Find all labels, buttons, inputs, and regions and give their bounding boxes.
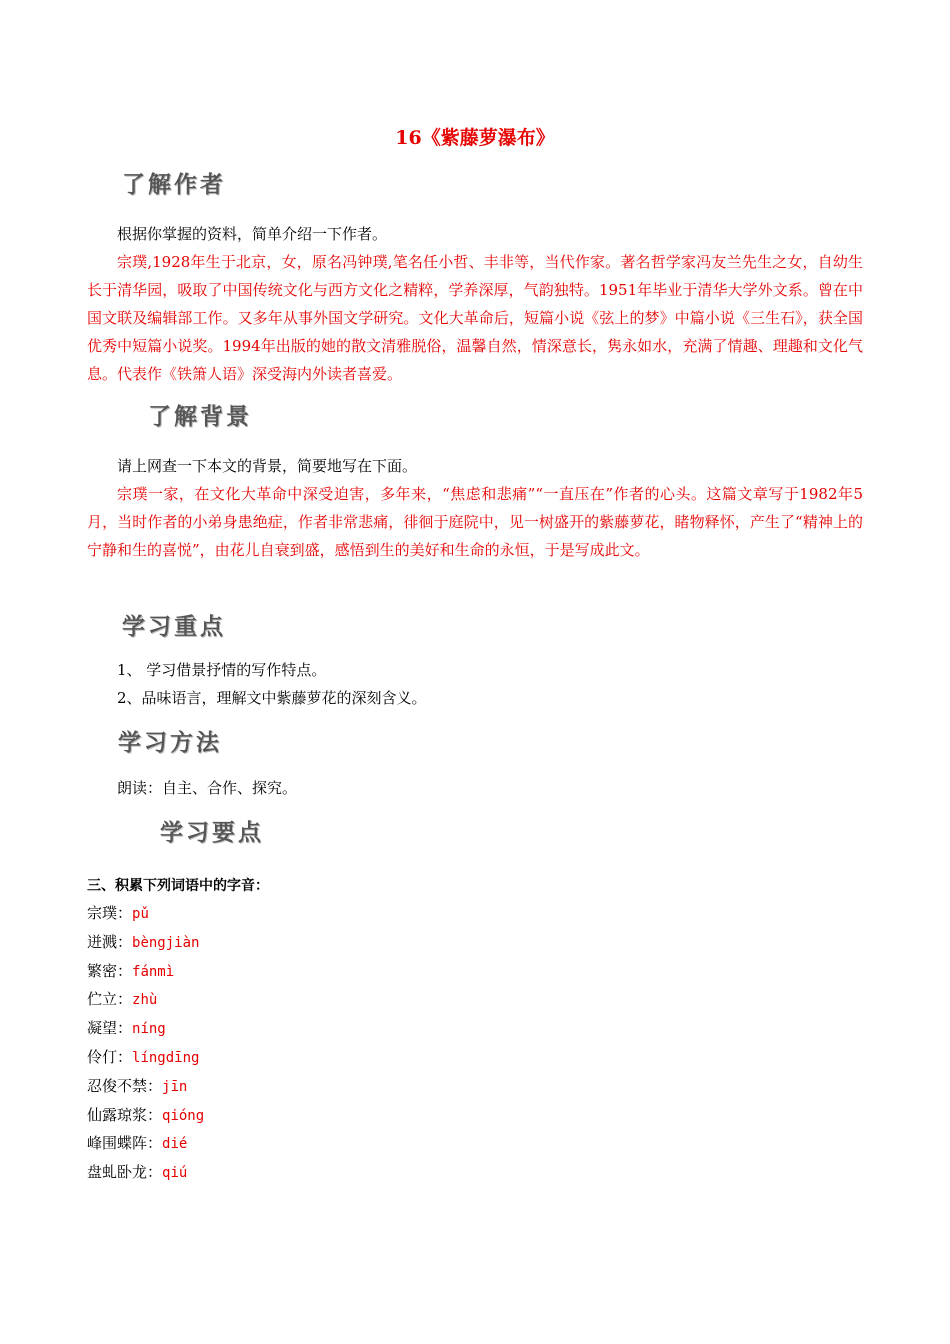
focus-list xyxy=(87,656,863,712)
vocab-pinyin: zhù xyxy=(132,992,158,1009)
vocab-item xyxy=(87,1159,204,1188)
vocab-item xyxy=(87,1102,204,1131)
vocab-pinyin: fánmì xyxy=(132,963,175,980)
vocab-item xyxy=(87,1044,204,1073)
method-text: 朗读：自主、合作、探究。 xyxy=(117,779,298,797)
vocab-pinyin: pǔ xyxy=(132,906,149,922)
section-heading-method: 学习方法 xyxy=(118,730,222,756)
vocab-list xyxy=(87,900,204,1188)
vocab-heading: 三、积累下列词语中的字音： xyxy=(87,878,269,894)
vocab-pinyin: dié xyxy=(162,1136,188,1153)
vocab-pinyin: qiú xyxy=(162,1165,188,1182)
vocab-pinyin: qióng xyxy=(162,1107,205,1124)
list-item: 2、品味语言，理解文中紫藤萝花的深刻含义。 xyxy=(117,689,427,707)
vocab-word: 伶仃： xyxy=(87,1047,133,1066)
vocab-item xyxy=(87,986,204,1015)
vocab-word: 繁密： xyxy=(87,961,133,980)
background-prompt: 请上网查一下本文的背景，简要地写在下面。 xyxy=(117,457,418,475)
author-prompt: 根据你掌握的资料，简单介绍一下作者。 xyxy=(117,225,388,243)
author-answer: 宗璞,1928年生于北京，女，原名冯钟璞,笔名任小哲、丰非等，当代作家。著名哲学家冯友兰先生之女，自幼生长于清华园，吸取了中国传统文化与西方文化之精粹，学养深厚，气韵独特。1951年毕业于清华大学外文系。曾在中国文联及编辑部工作。又多年从事外国文学研究。文化大革命后，短篇小说《弦上的梦》中篇小说《三生石》，获全国优秀中短篇小说奖。1994年出版的她的散文清雅脱俗，温馨自然，情深意长，隽永如水，充满了情趣、理趣和文化气息。代表作《铁箫人语》深受海内外读者喜爱。 xyxy=(87,253,863,383)
vocab-pinyin: jīn xyxy=(162,1078,188,1095)
vocab-item xyxy=(87,929,204,958)
vocab-word: 盘虬卧龙： xyxy=(87,1163,163,1182)
background-answer: 宗璞一家，在文化大革命中深受迫害，多年来，“焦虑和悲痛”“一直压在”作者的心头。这篇文章写于1982年5月，当时作者的小弟身患绝症，作者非常悲痛，徘徊于庭院中，见一树盛开的紫藤萝花，睹物释怀，产生了“精神上的宁静和生的喜悦”，由花儿自衰到盛，感悟到生的美好和生命的永恒，于是写成此文。 xyxy=(87,485,863,559)
vocab-item xyxy=(87,900,204,929)
vocab-word: 凝望： xyxy=(87,1019,133,1038)
vocab-pinyin: bèngjiàn xyxy=(132,934,200,951)
vocab-word: 伫立： xyxy=(87,990,133,1009)
vocab-word: 忍俊不禁： xyxy=(87,1076,163,1095)
vocab-item xyxy=(87,1073,204,1102)
vocab-word: 峰围蝶阵： xyxy=(87,1134,163,1153)
vocab-word: 迸溅： xyxy=(87,932,133,951)
vocab-item xyxy=(87,1130,204,1159)
page-title: 16《紫藤萝瀑布》 xyxy=(395,127,555,149)
vocab-word: 仙露琼浆： xyxy=(87,1105,163,1124)
vocab-item xyxy=(87,958,204,987)
section-heading-background: 了解背景 xyxy=(148,404,252,430)
vocab-word: 宗璞： xyxy=(87,904,133,922)
list-item: 1、 学习借景抒情的写作特点。 xyxy=(117,661,327,679)
section-heading-focus: 学习重点 xyxy=(122,614,226,640)
vocab-pinyin: língdīng xyxy=(132,1049,200,1066)
section-heading-points: 学习要点 xyxy=(160,820,264,846)
vocab-item xyxy=(87,1015,204,1044)
section-heading-author: 了解作者 xyxy=(122,172,226,198)
vocab-pinyin: níng xyxy=(132,1021,166,1038)
